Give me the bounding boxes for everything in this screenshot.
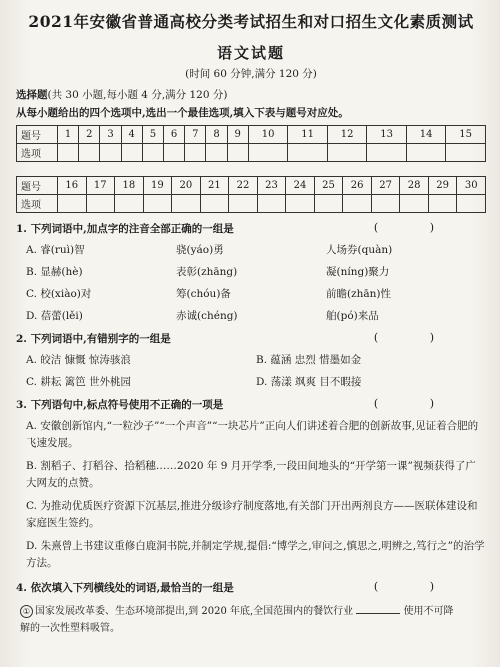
fill-blank[interactable] (356, 603, 400, 614)
option-d-word2: 赤诚(chéng) (176, 310, 238, 322)
answer-cell[interactable] (115, 195, 144, 213)
question-2 (16, 331, 486, 346)
option-b: B. 蕴涵 忠烈 惜墨如金 (256, 354, 362, 366)
answer-cell[interactable] (79, 144, 100, 162)
question-stem: 1. 下列词语中,加点字的注音全部正确的一组是 (16, 223, 234, 235)
option-c-word2: 筹(chóu)备 (176, 288, 231, 300)
question-number: 5 (142, 126, 163, 144)
option-a: A. 睿(ruì)智 (26, 244, 85, 256)
option-b-word2: 表彰(zhāng) (176, 266, 238, 278)
question-number: 9 (227, 126, 248, 144)
option-c: C. 校(xiào)对 (26, 288, 92, 300)
question-number: 6 (164, 126, 185, 144)
option-a: A. 安徽创新馆内,“一粒沙子”“一个声音”“一块芯片”正向人们讲述着合肥的创新故事,见证着合肥的飞速发展。 (26, 420, 479, 449)
question-4 (16, 580, 486, 595)
option-d-word3: 舶(pó)来品 (326, 310, 379, 322)
answer-cell[interactable] (400, 195, 429, 213)
answer-cell[interactable] (142, 144, 163, 162)
answer-cell[interactable] (327, 144, 367, 162)
answer-cell[interactable] (58, 144, 79, 162)
question-2-options (16, 352, 486, 389)
question-number: 15 (446, 126, 486, 144)
table-header-row (17, 126, 486, 144)
question-number: 30 (457, 177, 486, 195)
question-number: 19 (143, 177, 172, 195)
table-header-row (17, 177, 486, 195)
answer-table-1 (16, 125, 486, 162)
answer-cell[interactable] (248, 144, 288, 162)
answer-cell[interactable] (406, 144, 446, 162)
question-number: 4 (121, 126, 142, 144)
answer-cell[interactable] (257, 195, 286, 213)
answer-cell[interactable] (185, 144, 206, 162)
sentence-part: 使用不可降 (403, 606, 454, 617)
answer-cell[interactable] (58, 195, 87, 213)
answer-cell[interactable] (286, 195, 315, 213)
option-c: C. 为推动优质医疗资源下沉基层,推进分级诊疗制度落地,有关部门开出两剂良方——医联体建设和家庭医生签约。 (26, 500, 478, 529)
question-1-options (16, 242, 486, 323)
question-number: 12 (327, 126, 367, 144)
question-number: 1 (58, 126, 79, 144)
question-4-sentence (16, 603, 486, 637)
option-b: B. 显赫(hè) (26, 266, 83, 278)
header-cell: 题号 (17, 126, 58, 144)
question-number: 23 (257, 177, 286, 195)
answer-cell-label: 选项 (17, 144, 58, 162)
question-number: 2 (79, 126, 100, 144)
answer-cell[interactable] (206, 144, 227, 162)
question-number: 17 (86, 177, 115, 195)
exam-title: 2021年安徽省普通高校分类考试招生和对口招生文化素质测试 (28, 12, 474, 31)
answer-row (17, 195, 486, 213)
question-number: 11 (288, 126, 328, 144)
answer-cell[interactable] (343, 195, 372, 213)
answer-cell[interactable] (121, 144, 142, 162)
question-number: 14 (406, 126, 446, 144)
header-cell: 题号 (17, 177, 58, 195)
question-number: 21 (200, 177, 229, 195)
question-number: 3 (100, 126, 121, 144)
question-number: 22 (229, 177, 258, 195)
answer-cell[interactable] (314, 195, 343, 213)
answer-cell[interactable] (86, 195, 115, 213)
answer-cell[interactable] (367, 144, 407, 162)
answer-bracket[interactable]: ( ) (373, 397, 458, 410)
answer-cell[interactable] (446, 144, 486, 162)
question-number: 20 (172, 177, 201, 195)
time-note: (时间 60 分钟,满分 120 分) (185, 68, 317, 80)
answer-cell[interactable] (200, 195, 229, 213)
option-c: C. 耕耘 篱笆 世外桃园 (26, 376, 132, 388)
option-a-word3: 人场券(quàn) (326, 244, 393, 256)
option-b-word3: 凝(níng)聚力 (326, 266, 390, 278)
answer-bracket[interactable]: ( ) (373, 580, 458, 593)
answer-cell[interactable] (428, 195, 457, 213)
question-number: 8 (206, 126, 227, 144)
option-c-word3: 前瞻(zhān)性 (326, 288, 392, 300)
answer-cell-label: 选项 (17, 195, 58, 213)
answer-bracket[interactable]: ( ) (373, 331, 458, 344)
question-3 (16, 397, 486, 412)
option-d: D. 荡漾 飒爽 目不暇接 (256, 376, 362, 388)
answer-cell[interactable] (288, 144, 328, 162)
answer-cell[interactable] (229, 195, 258, 213)
sentence-part: 解的一次性塑料吸管。 (20, 623, 120, 634)
question-number: 10 (248, 126, 288, 144)
question-number: 29 (428, 177, 457, 195)
question-stem: 4. 依次填入下列横线处的词语,最恰当的一组是 (16, 582, 234, 594)
sentence-part: 国家发展改革委、生态环境部提出,到 2020 年底,全国范围内的餐饮行业 (35, 606, 354, 617)
option-b: B. 割稻子、打稻谷、拾稻穗……2020 年 9 月开学季,一段田间地头的“开学第一课”视频获得了广大网友的点赞。 (26, 460, 476, 489)
instruction: 从每小题给出的四个选项中,选出一个最佳选项,填入下表与题号对应处。 (16, 107, 349, 119)
question-number: 7 (185, 126, 206, 144)
answer-cell[interactable] (164, 144, 185, 162)
answer-cell[interactable] (371, 195, 400, 213)
question-number: 25 (314, 177, 343, 195)
question-1 (16, 221, 486, 236)
section-header (16, 87, 486, 102)
answer-cell[interactable] (172, 195, 201, 213)
item-number: ① (20, 605, 33, 618)
option-a-word2: 骁(yáo)勇 (176, 244, 224, 256)
question-number: 27 (371, 177, 400, 195)
option-a: A. 皎洁 慷慨 惊涛骇浪 (26, 354, 131, 366)
answer-row (17, 144, 486, 162)
question-number: 28 (400, 177, 429, 195)
question-number: 24 (286, 177, 315, 195)
question-stem: 2. 下列词语中,有错别字的一组是 (16, 333, 171, 345)
answer-cell[interactable] (143, 195, 172, 213)
answer-cell[interactable] (457, 195, 486, 213)
answer-bracket[interactable]: ( ) (373, 221, 458, 234)
option-d: D. 朱熹曾上书建议重修白鹿洞书院,并制定学规,提倡:“博学之,审问之,慎思之,明辨之,笃行之”的治学方法。 (26, 540, 485, 569)
section-note: (共 30 小题,每小题 4 分,满分 120 分) (47, 89, 228, 101)
answer-table-2 (16, 176, 486, 213)
answer-cell[interactable] (100, 144, 121, 162)
question-stem: 3. 下列语句中,标点符号使用不正确的一项是 (16, 399, 224, 411)
question-number: 26 (343, 177, 372, 195)
subject-title: 语文试题 (216, 44, 285, 62)
option-d: D. 蓓蕾(lěi) (26, 310, 83, 322)
question-number: 13 (367, 126, 407, 144)
section-label: 选择题 (16, 89, 48, 101)
question-number: 16 (58, 177, 87, 195)
answer-cell[interactable] (227, 144, 248, 162)
question-number: 18 (115, 177, 144, 195)
